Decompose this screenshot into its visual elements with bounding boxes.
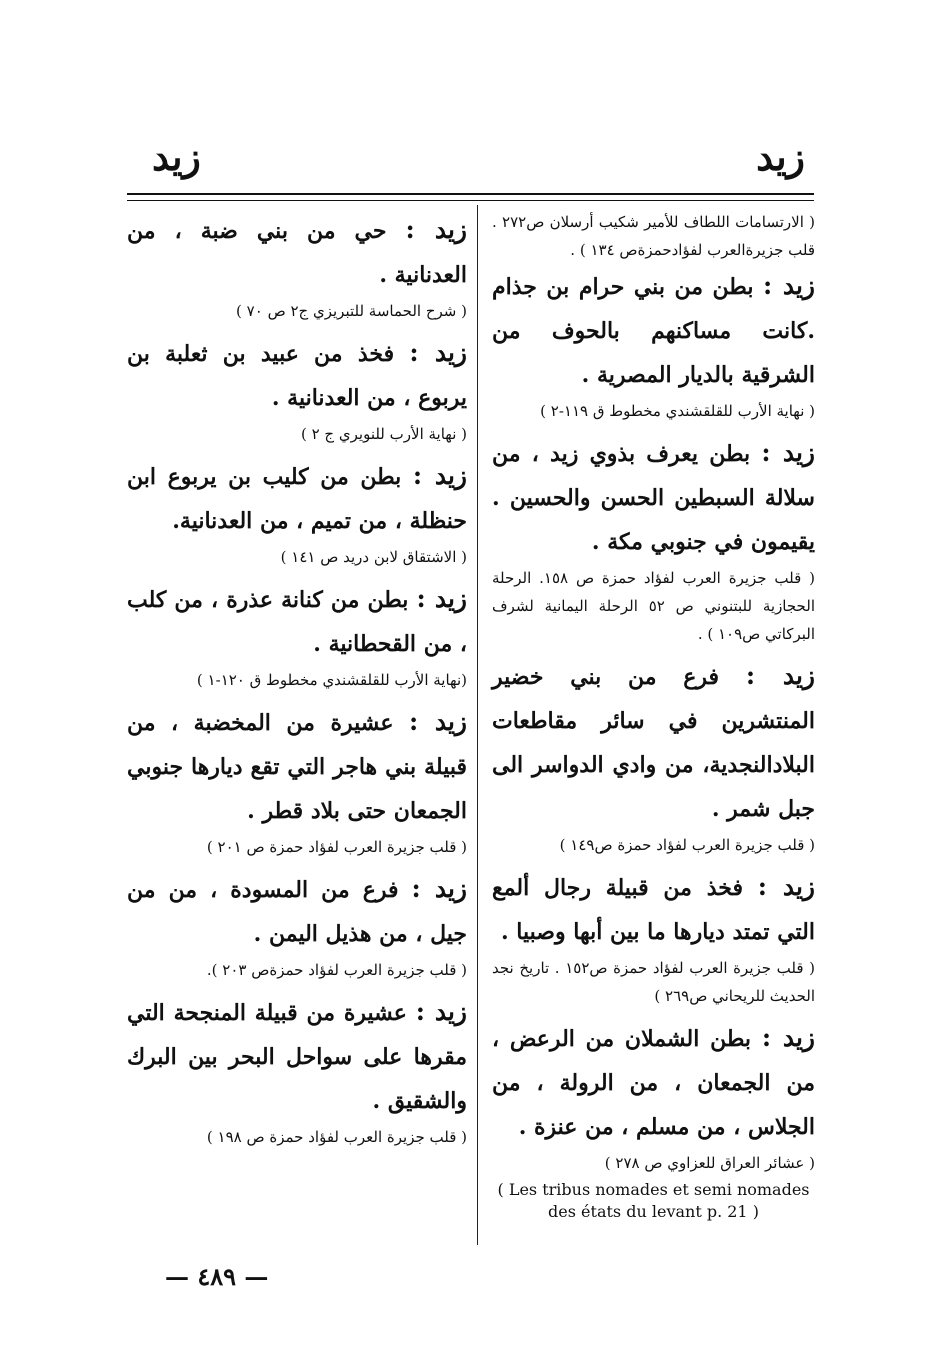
entry-headword: زيد :: [763, 271, 815, 300]
entry: [492, 264, 815, 425]
entry-reference: ( قلب جزيرة العرب لفؤاد حمزة ص ١٩٨ ): [206, 1128, 467, 1146]
entry-text: [127, 208, 467, 297]
entry: [127, 331, 467, 448]
entry-text: [127, 700, 467, 833]
entry-text: [492, 1016, 815, 1149]
entry-definition: بطن يعرف بذوي زيد ، من سلالة السبطين الحسن والحسين . يقيمون في جنوبي مكة .: [492, 441, 815, 555]
entry-headword: زيد :: [416, 584, 467, 613]
entry-reference: ( قلب جزيرة العرب لفؤاد حمزة ص١٤٩ ): [559, 836, 815, 854]
header-rule: [127, 193, 814, 195]
entry-reference: ( قلب جزيرة العرب لفؤاد حمزة ص ٢٠١ ): [206, 838, 467, 856]
entry-headword: زيد :: [405, 215, 467, 244]
entry-definition: حي من بني ضبة ، من العدنانية .: [127, 218, 467, 288]
entry-reference: ( شرح الحماسة للتبريزي ج٢ ص ٧٠ ): [236, 302, 467, 320]
entry-reference: ( قلب جزيرة العرب لفؤاد حمزةص ٢٠٣ ).: [206, 961, 467, 979]
entry-headword: زيد :: [412, 461, 467, 490]
entry-definition: عشيرة من المخضبة ، من قبيلة بني هاجر التي تقع ديارها جنوبي الجمعان حتى بلاد قطر .: [127, 710, 467, 824]
entry: [492, 431, 815, 648]
column-divider: [477, 205, 478, 1245]
entry-headword: زيد :: [409, 707, 467, 736]
entry: [127, 454, 467, 571]
entry-text: [127, 331, 467, 420]
latin-reference: ( Les tribus nomades et semi nomades des états du levant p. 21 ): [497, 1180, 810, 1221]
entry-definition: بطن من بني حرام بن جذام .كانت مساكنهم بالحوف من الشرقية بالديار المصرية .: [492, 274, 815, 388]
entry: [127, 700, 467, 861]
entry-text: [127, 577, 467, 666]
header-rule-thin: [127, 200, 814, 201]
entry: [492, 1016, 815, 1223]
running-head-right: زيد: [756, 134, 805, 179]
left-column: [127, 208, 467, 1157]
right-column: [492, 208, 815, 1229]
entry-reference: ( قلب جزيرة العرب لفؤاد حمزة ص١٥٢ . تاريخ نجد الحديث للريحاني ص٢٦٩ ): [492, 959, 815, 1005]
entry-text: [127, 454, 467, 543]
entry: [492, 654, 815, 859]
entry-text: [127, 990, 467, 1123]
entry-text: [492, 654, 815, 831]
entry-reference: (نهاية الأرب للقلقشندي مخطوط ق ١٢٠-١ ): [196, 671, 467, 689]
entry-definition: فخذ من عبيد بن ثعلبة بن يربوع ، من العدنانية .: [127, 341, 467, 411]
running-head-left: زيد: [152, 134, 201, 179]
entry-headword: زيد :: [745, 661, 815, 690]
entry-definition: عشيرة من قبيلة المنجحة التي مقرها على سواحل البحر بين البرك والشقيق .: [127, 1000, 467, 1114]
entry-text: [492, 431, 815, 564]
entry-reference: ( قلب جزيرة العرب لفؤاد حمزة ص ١٥٨. الرحلة الحجازية للبتنوني ص ٥٢ الرحلة اليمانية لشرف البركاتي ص١٠٩ ) .: [492, 569, 815, 643]
entry-headword: زيد :: [761, 438, 815, 467]
entry-definition: فرع من المسودة ، من من جيل ، من هذيل اليمن .: [127, 877, 467, 947]
entry-reference: ( نهاية الأرب للقلقشندي مخطوط ق ١١٩-٢ ): [540, 402, 815, 420]
entry-reference: ( عشائر العراق للعزاوي ص ٢٧٨ ): [604, 1154, 815, 1172]
entry: [492, 865, 815, 1010]
continued-reference: ( الارتسامات اللطاف للأمير شكيب أرسلان ص٢٧٢ . قلب جزيرةالعرب لفؤادحمزةص ١٣٤ ) .: [492, 213, 815, 259]
entry-headword: زيد :: [757, 872, 815, 901]
entry-reference: ( نهاية الأرب للنويري ج ٢ ): [300, 425, 467, 443]
entry-headword: زيد :: [409, 338, 467, 367]
entry-definition: بطن من كليب بن يربوع ابن حنظلة ، من تميم ، من العدنانية.: [127, 464, 467, 534]
entry-definition: فرع من بني خضير المنتشرين في سائر مقاطعات البلادالنجدية، من وادي الدواسر الى جبل شمر .: [492, 664, 815, 822]
entry-text: [127, 867, 467, 956]
page-number: — ٤٨٩ —: [165, 1262, 269, 1291]
entry: [127, 208, 467, 325]
entry-headword: زيد :: [761, 1023, 815, 1052]
entry-text: [492, 264, 815, 397]
entry-reference: ( الاشتقاق لابن دريد ص ١٤١ ): [280, 548, 467, 566]
entry-headword: زيد :: [411, 874, 468, 903]
entry-definition: بطن من كنانة عذرة ، من كلب ، من القحطانية .: [127, 587, 467, 657]
entry-text: [492, 865, 815, 954]
entry: [127, 867, 467, 984]
entry: [127, 577, 467, 694]
entry-headword: زيد :: [415, 997, 467, 1026]
entry-definition: فخذ من قبيلة رجال ألمع التي تمتد ديارها ما بين أبها وصبيا .: [492, 875, 815, 945]
entry-definition: بطن الشملان من الرعض ، من الجمعان ، من الرولة ، من الجلاس ، من مسلم ، من عنزة .: [492, 1026, 815, 1140]
entry: [127, 990, 467, 1151]
